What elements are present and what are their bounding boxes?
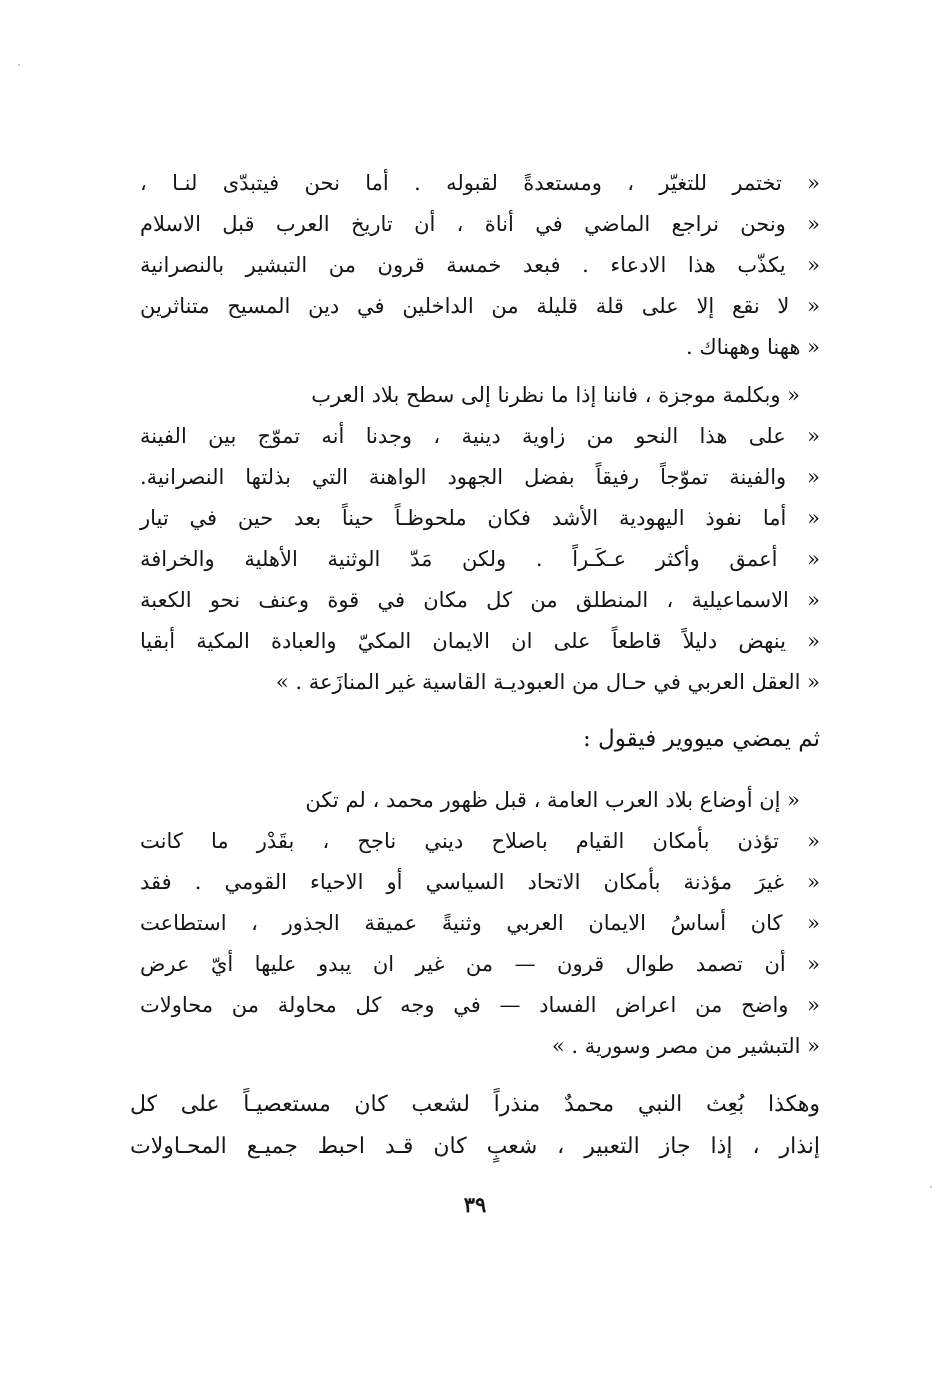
quote-line: « على هذا النحو من زاوية دينية ، وجدنا أنه تموّج بين الفينة <box>140 424 820 448</box>
quote-line: « ينهض دليلاً قاطعاً على ان الايمان المكيّ والعبادة المكية أبقيا <box>140 629 820 653</box>
intro-text: ثم يمضي ميووير فيقول : <box>582 726 820 752</box>
paper-speck <box>18 64 20 66</box>
quote-line: « تؤذن بأمكان القيام باصلاح ديني ناجح ، بقَدْر ما كانت <box>140 829 820 853</box>
paper-speck <box>930 1186 932 1188</box>
quote-line: « تختمر للتغيّر ، ومستعدةً لقبوله . أما نحن فيتبدّى لنـا ، <box>140 171 820 195</box>
quote-line: « أعمق وأكثر عـكَـراً . ولكن مَدّ الوثنية الأهلية والخرافة <box>140 547 820 571</box>
paragraph-line: إنذار ، إذا جاز التعبير ، شعبٍ كان قـد احبط جميـع المحـاولات <box>130 1134 820 1159</box>
quote-line: « التبشير من مصر وسورية . » <box>551 1034 820 1058</box>
quote-line: « ونحن نراجع الماضي في أناة ، أن تاريخ العرب قبل الاسلام <box>140 212 820 236</box>
quote-line: « كان أساسُ الايمان العربي وثنيةً عميقة الجذور ، استطاعت <box>140 911 820 935</box>
quote-line: « العقل العربي في حـال من العبوديـة القاسية غير المنازَعة . » <box>275 670 820 694</box>
quote-line: « واضح من اعراض الفساد — في وجه كل محاولة من محاولات <box>140 993 820 1017</box>
paragraph-line: وهكذا بُعِث النبي محمدٌ منذراً لشعب كان مستعصيـاً على كل <box>130 1092 820 1117</box>
quote-line: « أما نفوذ اليهودية الأشد فكان ملحوظـاً حيناً بعد حين في تيار <box>140 506 820 530</box>
quote-line: « إن أوضاع بلاد العرب العامة ، قبل ظهور محمد ، لم تكن <box>305 788 800 812</box>
quote-line: « لا نقع إلا على قلة قليلة من الداخلين في دين المسيح متناثرين <box>140 294 820 318</box>
quote-line: « غيرَ مؤذنة بأمكان الاتحاد السياسي أو الاحياء القومي . فقد <box>140 870 820 894</box>
quote-line: « والفينة تموّجاً رفيقاً بفضل الجهود الواهنة التي بذلتها النصرانية. <box>140 465 820 489</box>
quote-line: « يكذّب هذا الادعاء . فبعد خمسة قرون من التبشير بالنصرانية <box>140 253 820 277</box>
quote-line: « وبكلمة موجزة ، فاننا إذا ما نظرنا إلى سطح بلاد العرب <box>311 383 800 407</box>
quote-line: « أن تصمد طوال قرون — من غير ان يبدو عليها أيّ عرض <box>140 952 820 976</box>
quote-line: « الاسماعيلية ، المنطلق من كل مكان في قوة وعنف نحو الكعبة <box>140 588 820 612</box>
quote-line: « ههنا وههناك . <box>686 335 820 359</box>
page-number: ٣٩ <box>463 1192 487 1217</box>
